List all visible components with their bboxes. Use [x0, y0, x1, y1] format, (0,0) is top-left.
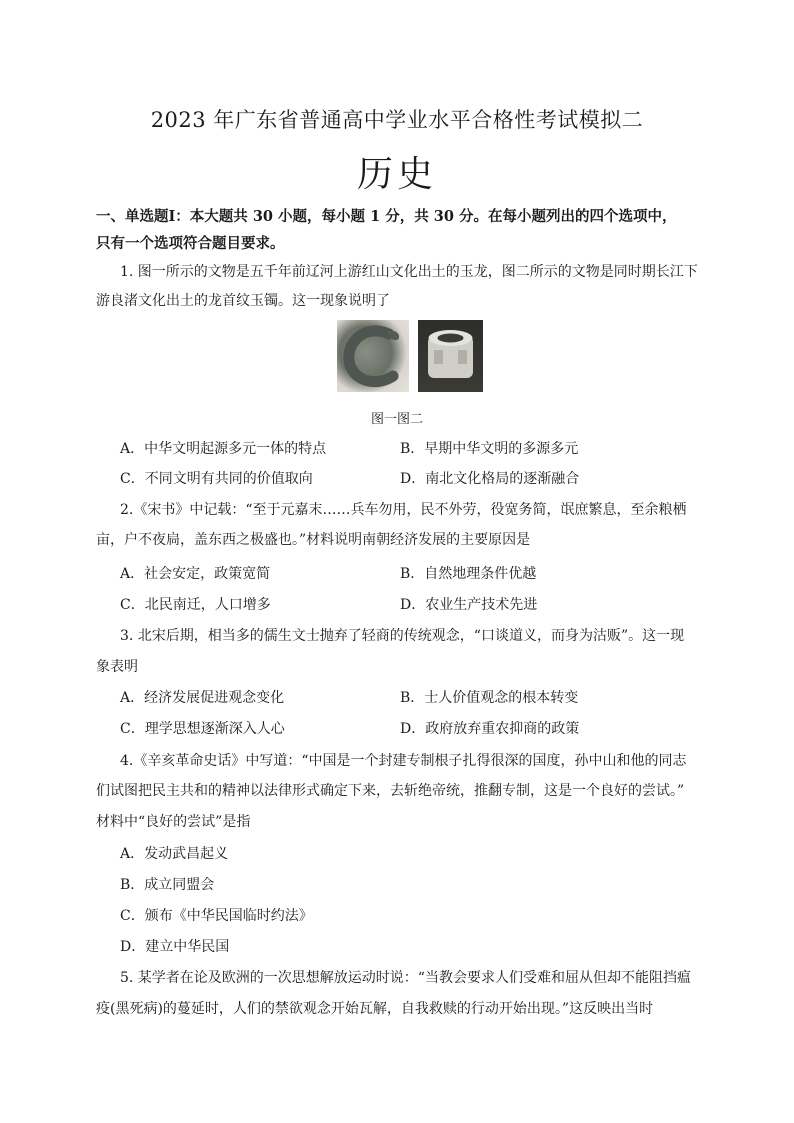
question-4-line-3: 材料中“良好的尝试”是指 [96, 814, 251, 830]
question-4-line-1: 4.《辛亥革命史话》中写道：“中国是一个封建专制根子扎得很深的国度，孙中山和他的同志 [120, 753, 687, 769]
section-line-2: 只有一个选项符合题目要求。 [96, 235, 285, 252]
question-3-line-1: 3. 北宋后期，相当多的儒生文士抛弃了轻商的传统观念，“口谈道义，而身为沽贩”。这一现 [120, 628, 685, 644]
question-3-option-d[interactable]: D．政府放弃重农抑商的政策 [400, 721, 580, 737]
question-5-line-2: 疫(黑死病)的蔓延时，人们的禁欲观念开始瓦解，自我救赎的行动开始出现。”这反映出当时 [96, 1001, 654, 1017]
question-1-option-d[interactable]: D．南北文化格局的逐渐融合 [400, 471, 580, 487]
section-line-1: 一、单选题Ⅰ：本大题共 30 小题，每小题 1 分，共 30 分。在每小题列出的四个选项中， [96, 208, 677, 225]
question-3-option-b[interactable]: B．士人价值观念的根本转变 [400, 690, 579, 706]
question-3-line-2: 象表明 [96, 659, 138, 675]
question-1-line-2: 游良渚文化出土的龙首纹玉镯。这一现象说明了 [96, 293, 390, 309]
exam-title: 2023 年广东省普通高中学业水平合格性考试模拟二 [150, 108, 644, 132]
question-3-option-c[interactable]: C．理学思想逐渐深入人心 [120, 721, 285, 737]
question-1-option-a[interactable]: A．中华文明起源多元一体的特点 [120, 441, 327, 457]
question-2-line-2: 亩，户不夜扃，盖东西之极盛也。”材料说明南朝经济发展的主要原因是 [96, 532, 531, 548]
figure-2-jade-bracelet [418, 320, 483, 392]
question-4-option-b[interactable]: B．成立同盟会 [120, 877, 215, 893]
question-4-option-d[interactable]: D．建立中华民国 [120, 939, 230, 955]
question-2-option-d[interactable]: D．农业生产技术先进 [400, 597, 538, 613]
question-4-line-2: 们试图把民主共和的精神以法律形式确定下来，去斩绝帝统，推翻专制，这是一个良好的尝试。” [96, 783, 685, 799]
figure-1-jade-dragon [337, 320, 409, 392]
subject-title: 历史 [356, 154, 437, 195]
question-1-line-1: 1. 图一所示的文物是五千年前辽河上游红山文化出土的玉龙，图二所示的文物是同时期长江下 [120, 264, 698, 280]
question-3-option-a[interactable]: A．经济发展促进观念变化 [120, 690, 285, 706]
question-4-option-c[interactable]: C．颁布《中华民国临时约法》 [120, 908, 313, 924]
question-4-option-a[interactable]: A．发动武昌起义 [120, 846, 229, 862]
question-2-option-c[interactable]: C．北民南迁，人口增多 [120, 597, 271, 613]
question-1-option-c[interactable]: C．不同文明有共同的价值取向 [120, 471, 313, 487]
question-5-line-1: 5. 某学者在论及欧洲的一次思想解放运动时说：“当教会要求人们受难和屈从但却不能阻挡瘟 [120, 970, 691, 986]
question-1-option-b[interactable]: B．早期中华文明的多源多元 [400, 441, 579, 457]
question-2-option-b[interactable]: B．自然地理条件优越 [400, 566, 537, 582]
figure-caption: 图一图二 [370, 412, 423, 427]
question-2-option-a[interactable]: A．社会安定，政策宽简 [120, 566, 271, 582]
section-instructions [96, 203, 700, 257]
question-2-line-1: 2.《宋书》中记载：“至于元嘉末……兵车勿用，民不外劳，役宽务简，氓庶繁息，至余粮栖 [120, 502, 687, 518]
